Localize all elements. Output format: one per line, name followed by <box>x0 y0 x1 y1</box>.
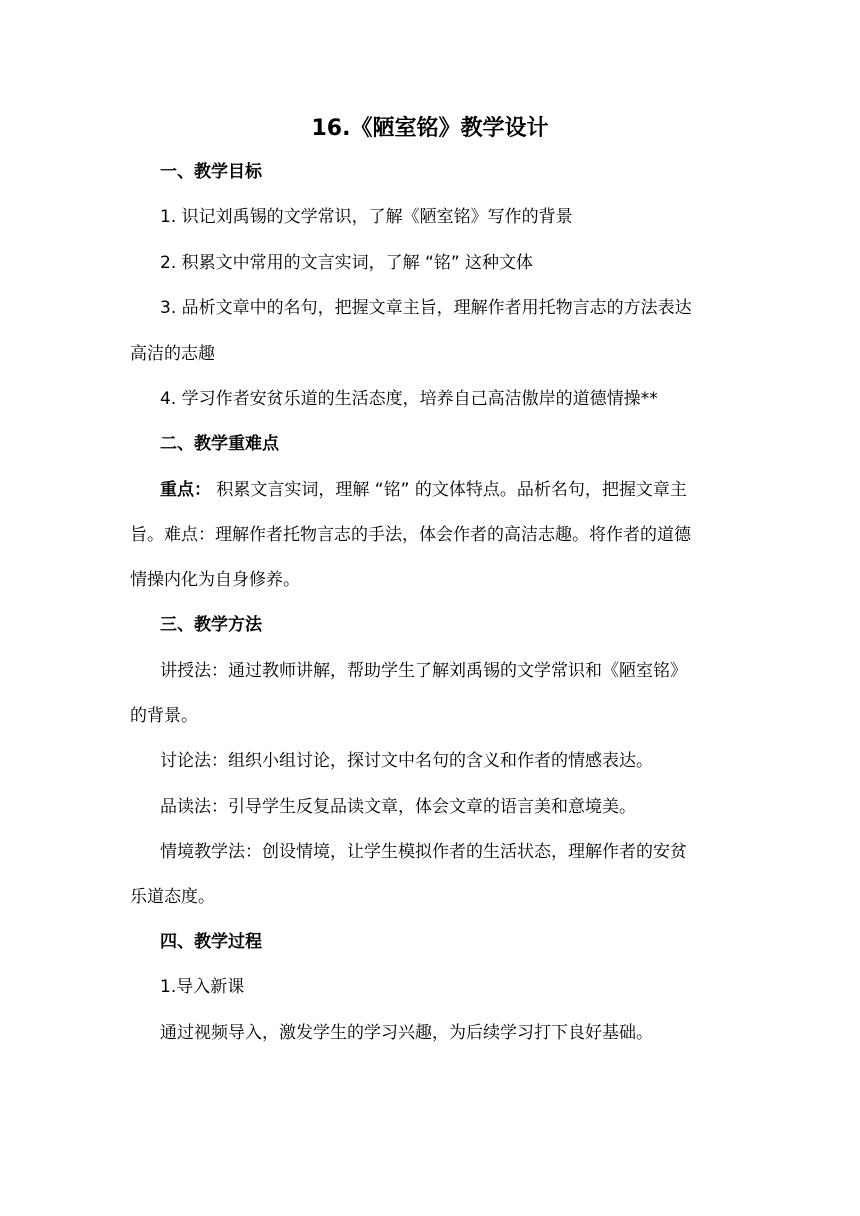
method-lecture-line-1: 讲授法：通过教师讲解，帮助学生了解刘禹锡的文学常识和《陋室铭》 <box>160 661 687 681</box>
section-heading-key-points: 二、教学重难点 <box>160 434 279 454</box>
section-heading-methods: 三、教学方法 <box>160 615 262 635</box>
key-points-text: 积累文言实词，理解 “铭” 的文体特点。品析名句，把握文章主 <box>211 480 687 500</box>
objective-item-1: 1. 识记刘禹锡的文学常识，了解《陋室铭》写作的背景 <box>160 207 573 227</box>
method-reading: 品读法：引导学生反复品读文章，体会文章的语言美和意境美。 <box>160 797 636 817</box>
key-points-line-3: 情操内化为自身修养。 <box>130 570 300 590</box>
objective-item-4: 4. 学习作者安贫乐道的生活态度，培养自己高洁傲岸的道德情操** <box>160 389 658 409</box>
document-title: 16.《陋室铭》教学设计 <box>311 116 549 141</box>
method-discussion: 讨论法：组织小组讨论，探讨文中名句的含义和作者的情感表达。 <box>160 751 653 771</box>
method-situational-line-1: 情境教学法：创设情境，让学生模拟作者的生活状态，理解作者的安贫 <box>160 842 687 862</box>
section-heading-objectives: 一、教学目标 <box>160 162 262 182</box>
process-step-1-heading: 1.导入新课 <box>160 977 245 997</box>
key-point-label: 重点： <box>160 480 211 500</box>
key-points-line-1 <box>160 478 740 502</box>
objective-item-3-line-1: 3. 品析文章中的名句，把握文章主旨，理解作者用托物言志的方法表达 <box>160 298 692 318</box>
section-heading-process: 四、教学过程 <box>160 932 262 952</box>
method-lecture-line-2: 的背景。 <box>130 706 198 726</box>
key-points-line-2: 旨。难点：理解作者托物言志的手法，体会作者的高洁志趣。将作者的道德 <box>130 525 691 545</box>
objective-item-2: 2. 积累文中常用的文言实词，了解 “铭” 这种文体 <box>160 253 534 273</box>
method-situational-line-2: 乐道态度。 <box>130 887 215 907</box>
process-step-1-text: 通过视频导入，激发学生的学习兴趣，为后续学习打下良好基础。 <box>160 1023 653 1043</box>
objective-item-3-line-2: 高洁的志趣 <box>130 344 215 364</box>
